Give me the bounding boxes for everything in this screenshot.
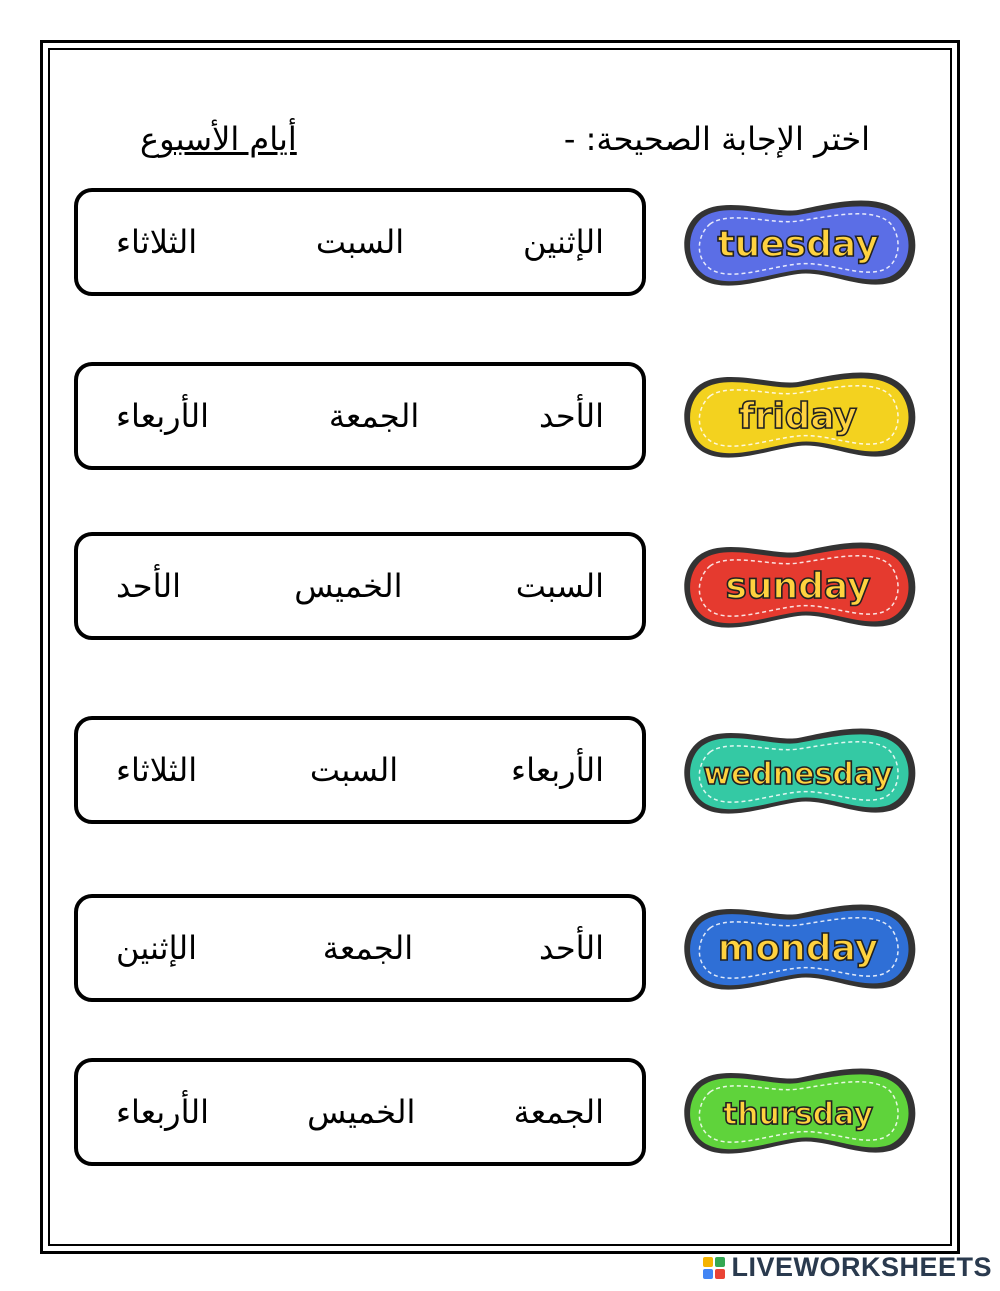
day-name-badge-image — [678, 1060, 918, 1160]
answer-option[interactable]: الأربعاء — [116, 397, 209, 435]
answer-choices-box — [74, 894, 646, 1002]
answer-option[interactable]: الجمعة — [322, 929, 414, 967]
logo-text: LIVEWORKSHEETS — [731, 1252, 992, 1282]
badge-word: tuesday — [717, 224, 879, 265]
badge-word: sunday — [725, 566, 871, 607]
worksheet-topic-title: أيام الأسبوع — [140, 120, 297, 158]
answer-option[interactable]: الأحد — [539, 929, 604, 967]
question-row — [0, 360, 1000, 480]
answer-option[interactable]: الأربعاء — [116, 1093, 209, 1131]
answer-option[interactable]: الجمعة — [513, 1093, 604, 1131]
badge-word: thursday — [722, 1097, 874, 1132]
answer-option[interactable]: الثلاثاء — [116, 751, 198, 789]
day-name-badge-image — [678, 192, 918, 292]
liveworksheets-logo — [703, 1252, 992, 1283]
badge-word: monday — [717, 928, 879, 969]
day-name-badge-image — [678, 720, 918, 820]
answer-option[interactable]: السبت — [515, 567, 604, 605]
answer-choices-box — [74, 532, 646, 640]
badge-word: wednesday — [703, 757, 893, 792]
badge-word: friday — [738, 396, 858, 437]
answer-option[interactable]: الخميس — [307, 1093, 416, 1131]
answer-option[interactable]: الأربعاء — [511, 751, 604, 789]
answer-option[interactable]: الثلاثاء — [116, 223, 198, 261]
answer-option[interactable]: الإثنين — [523, 223, 604, 261]
day-name-badge-image — [678, 896, 918, 996]
question-row — [0, 530, 1000, 650]
answer-choices-box — [74, 716, 646, 824]
answer-option[interactable]: الخميس — [294, 567, 403, 605]
answer-choices-box — [74, 1058, 646, 1166]
day-name-badge-image — [678, 534, 918, 634]
instruction-text: اختر الإجابة الصحيحة: - — [563, 120, 870, 158]
question-row — [0, 1056, 1000, 1176]
answer-choices-box — [74, 188, 646, 296]
question-row — [0, 188, 1000, 308]
question-row — [0, 892, 1000, 1012]
answer-option[interactable]: السبت — [309, 751, 399, 789]
answer-option[interactable]: الأحد — [539, 397, 604, 435]
answer-option[interactable]: السبت — [315, 223, 405, 261]
answer-option[interactable]: الجمعة — [328, 397, 420, 435]
question-row — [0, 716, 1000, 836]
answer-choices-box — [74, 362, 646, 470]
day-name-badge-image — [678, 364, 918, 464]
answer-option[interactable]: الإثنين — [116, 929, 197, 967]
answer-option[interactable]: الأحد — [116, 567, 181, 605]
liveworksheets-logo-icon — [703, 1257, 725, 1279]
